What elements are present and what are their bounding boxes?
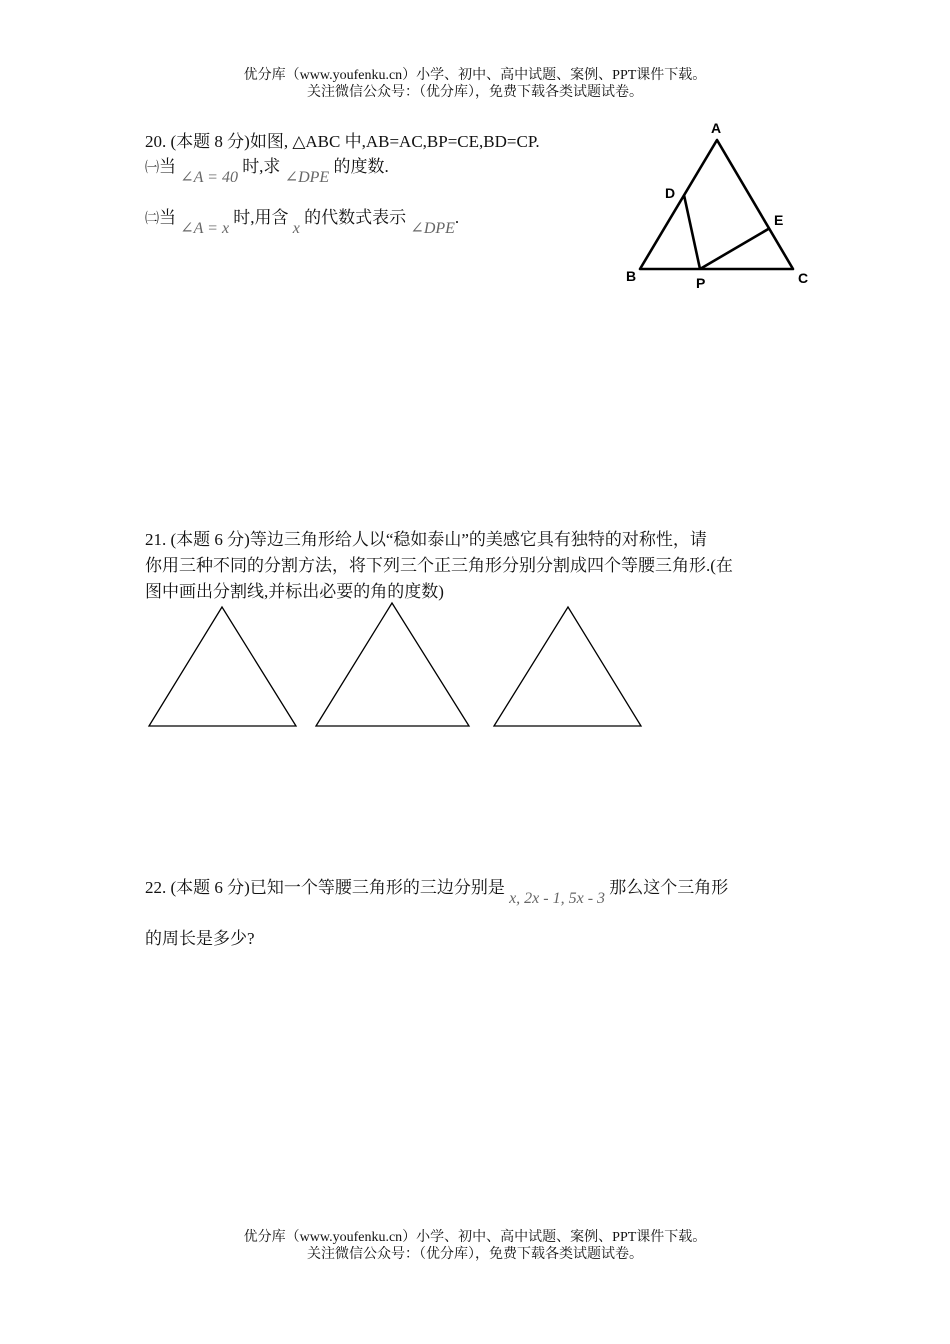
q20-part2-text-d: . <box>454 208 460 227</box>
segment-pe <box>700 228 770 269</box>
equilateral-triangle-2 <box>316 603 469 726</box>
label-b: B <box>626 268 637 284</box>
q21-equilateral-triangles <box>140 595 650 735</box>
triangle-abc <box>640 140 793 269</box>
q20-part2-var-x: x <box>292 220 300 237</box>
q22-line-2: 的周长是多少? <box>145 929 255 948</box>
header-line-1: 优分库（www.youfenku.cn）小学、初中、高中试题、案例、PPT课件下载。 <box>243 68 707 83</box>
header-line-2: 关注微信公众号：（优分库），免费下载各类试题试卷。 <box>307 85 643 100</box>
q20-part2-text-a: 当 <box>159 208 176 227</box>
q20-triangle-figure <box>615 115 825 295</box>
label-p: P <box>696 275 706 291</box>
label-a: A <box>711 120 722 136</box>
q21-line-3: 图中画出分割线,并标出必要的角的度数) <box>145 582 444 601</box>
q20-part1-text-b: 时,求 <box>242 157 281 176</box>
q20-part1-text-c: 的度数. <box>333 157 389 176</box>
label-e: E <box>774 212 784 228</box>
q20-part1-angle-dpe: ∠DPE <box>284 169 330 186</box>
q20-part1-text-a: 当 <box>159 157 176 176</box>
q20-part1 <box>145 152 389 186</box>
q20-part2-text-c: 的代数式表示 <box>304 208 407 227</box>
equilateral-triangle-3 <box>494 607 641 726</box>
q22-expression: x, 2x - 1, 5x - 3 <box>509 890 606 907</box>
q22-text-a: 22. (本题 6 分)已知一个等腰三角形的三边分别是 <box>145 878 505 897</box>
footer-line-1: 优分库（www.youfenku.cn）小学、初中、高中试题、案例、PPT课件下载。 <box>243 1230 707 1245</box>
q20-part2-angle-a: ∠A = x <box>180 220 230 237</box>
page-header <box>0 67 950 101</box>
equilateral-triangle-1 <box>149 607 296 726</box>
q20-part1-angle-a: ∠A = 40 <box>180 169 238 186</box>
label-d: D <box>665 185 676 201</box>
q21-line-1: 21. (本题 6 分)等边三角形给人以“稳如泰山”的美感它具有独特的对称性，请 <box>145 530 707 549</box>
q21-line-2: 你用三种不同的分割方法，将下列三个正三角形分别分割成四个等腰三角形.(在 <box>145 556 733 575</box>
q20-part2-angle-dpe: ∠DPE <box>410 220 455 237</box>
page-footer <box>0 1229 950 1263</box>
q20-part1-mark: ㈠ <box>145 161 159 176</box>
segment-dp <box>684 195 700 269</box>
q22-text-b: 那么这个三角形 <box>609 878 729 897</box>
label-c: C <box>798 270 809 286</box>
q20-part2-text-b: 时,用含 <box>233 208 289 227</box>
q20-part2-mark: ㈡ <box>145 212 159 227</box>
q22-line-1 <box>145 873 729 907</box>
footer-line-2: 关注微信公众号：（优分库），免费下载各类试题试卷。 <box>307 1247 643 1262</box>
q20-part2 <box>145 203 460 237</box>
q20-stem: 20. (本题 8 分)如图, △ABC 中,AB=AC,BP=CE,BD=CP. <box>145 132 540 151</box>
